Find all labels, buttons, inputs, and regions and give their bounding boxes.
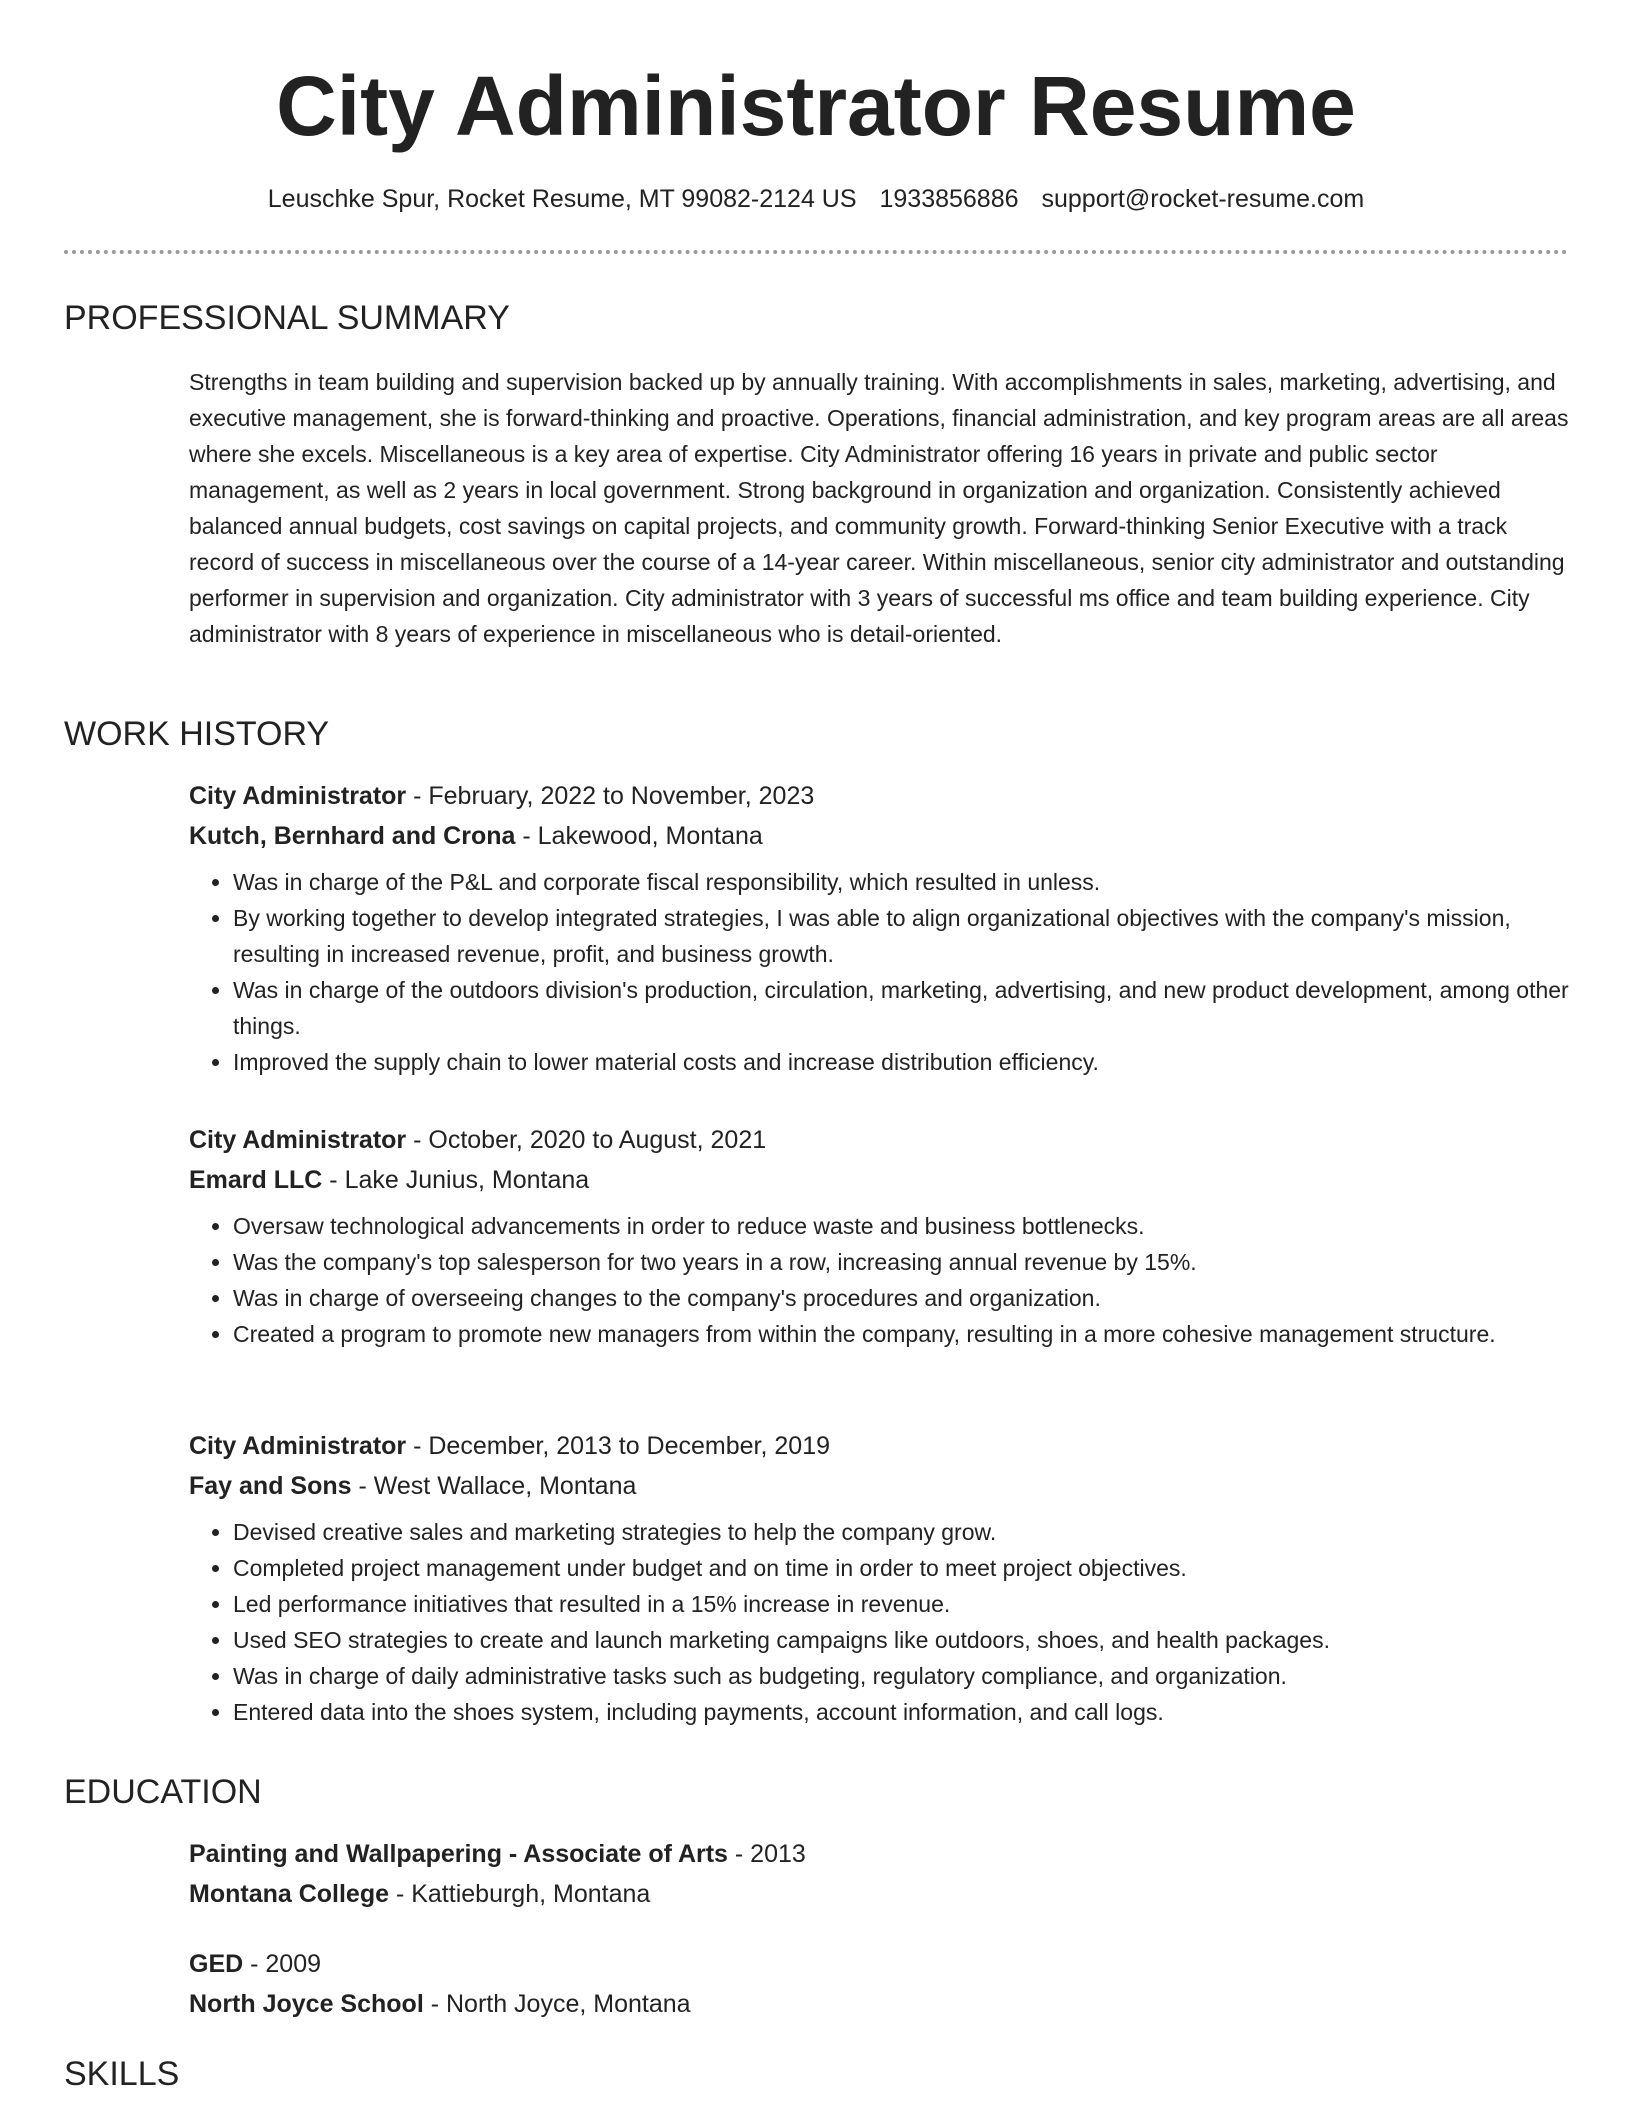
education-school-line	[189, 1874, 1569, 1914]
job-company: Emard LLC	[189, 1166, 323, 1194]
job-bullet: • Was in charge of overseeing changes to the company's procedures and organization.	[233, 1280, 1569, 1316]
job-title-line	[189, 1426, 1569, 1466]
job-bullet: • Used SEO strategies to create and launch marketing campaigns like outdoors, shoes, and health packages.	[233, 1622, 1569, 1658]
education-school: Montana College	[189, 1880, 390, 1908]
job-location: - Lake Junius, Montana	[322, 1166, 590, 1194]
education-location: - Kattieburgh, Montana	[389, 1880, 651, 1908]
job-company: Kutch, Bernhard and Crona	[189, 822, 516, 850]
education-degree: GED	[189, 1950, 244, 1978]
job-company-line	[189, 1466, 1569, 1506]
job-dates: - February, 2022 to November, 2023	[406, 782, 815, 810]
job-title-line	[189, 776, 1569, 816]
job-bullet: • Was in charge of the outdoors division's production, circulation, marketing, advertising, and new product development, among other things.	[233, 972, 1569, 1044]
summary-heading: PROFESSIONAL SUMMARY	[64, 299, 510, 337]
education-year: - 2013	[727, 1840, 806, 1868]
job-bullets	[189, 1514, 1569, 1730]
job-dates: - October, 2020 to August, 2021	[406, 1126, 767, 1154]
job-location: - West Wallace, Montana	[351, 1472, 637, 1500]
education-degree-line	[189, 1944, 1569, 1984]
job-bullet: • Entered data into the shoes system, including payments, account information, and call logs.	[233, 1694, 1569, 1730]
job-bullet: • Was in charge of the P&L and corporate fiscal responsibility, which resulted in unless.	[233, 864, 1569, 900]
job-bullet: • Led performance initiatives that resulted in a 15% increase in revenue.	[233, 1586, 1569, 1622]
contact-phone: 1933856886	[879, 185, 1019, 213]
education-location: - North Joyce, Montana	[423, 1990, 691, 2018]
job-title-line	[189, 1120, 1569, 1160]
job-company-line	[189, 816, 1569, 856]
job-location: - Lakewood, Montana	[515, 822, 763, 850]
resume-title: City Administrator Resume	[276, 59, 1356, 153]
job-company-line	[189, 1160, 1569, 1200]
contact-address: Leuschke Spur, Rocket Resume, MT 99082-2124 US	[267, 185, 857, 213]
job-title: City Administrator	[189, 1432, 407, 1460]
education-school: North Joyce School	[189, 1990, 424, 2018]
job-dates: - December, 2013 to December, 2019	[406, 1432, 831, 1460]
education-degree-line	[189, 1834, 1569, 1874]
job-bullet: • Oversaw technological advancements in order to reduce waste and business bottlenecks.	[233, 1208, 1569, 1244]
job-bullets	[189, 1208, 1569, 1352]
job-title: City Administrator	[189, 782, 407, 810]
job-bullets	[189, 864, 1569, 1080]
job-bullet: • Devised creative sales and marketing strategies to help the company grow.	[233, 1514, 1569, 1550]
work-history-heading: WORK HISTORY	[64, 715, 330, 753]
contact-email: support@rocket-resume.com	[1041, 185, 1365, 213]
summary-section	[189, 364, 1569, 652]
education-heading: EDUCATION	[64, 1773, 262, 1811]
job-bullet: • Was in charge of daily administrative tasks such as budgeting, regulatory compliance, and organization.	[233, 1658, 1569, 1694]
job-bullet: • Was the company's top salesperson for two years in a row, increasing annual revenue by 15%.	[233, 1244, 1569, 1280]
education-school-line	[189, 1984, 1569, 2024]
education-degree: Painting and Wallpapering - Associate of Arts	[189, 1840, 728, 1868]
job-bullet: • Completed project management under budget and on time in order to meet project objectives.	[233, 1550, 1569, 1586]
job-company: Fay and Sons	[189, 1472, 352, 1500]
job-entry	[189, 776, 1569, 1080]
header-divider	[64, 250, 1568, 254]
job-entry	[189, 1120, 1569, 1352]
education-entry	[189, 1834, 1569, 1914]
contact-line	[0, 182, 1632, 216]
education-entry	[189, 1944, 1569, 2024]
job-bullet: • Created a program to promote new managers from within the company, resulting in a more cohesive management structure.	[233, 1316, 1569, 1352]
summary-text: Strengths in team building and supervision backed up by annually training. With accomplishments in sales, marketing, advertising, and executive management, she is forward-thinking and proactive. Operations, financial administration, and key program areas are all areas where she excels. Miscellaneous is a key area of expertise. City Administrator offering 16 years in private and public sector management, as well as 2 years in local government. Strong background in organization and organization. Consistently achieved balanced annual budgets, cost savings on capital projects, and community growth. Forward-thinking Senior Executive with a track record of success in miscellaneous over the course of a 14-year career. Within miscellaneous, senior city administrator and outstanding performer in supervision and organization. City administrator with 3 years of successful ms office and team building experience. City administrator with 8 years of experience in miscellaneous who is detail-oriented.	[189, 369, 1569, 647]
education-year: - 2009	[243, 1950, 322, 1978]
skills-heading: SKILLS	[64, 2055, 180, 2093]
job-title: City Administrator	[189, 1126, 407, 1154]
job-entry	[189, 1426, 1569, 1730]
job-bullet: • Improved the supply chain to lower material costs and increase distribution efficiency.	[233, 1044, 1569, 1080]
job-bullet: • By working together to develop integrated strategies, I was able to align organizational objectives with the company's mission, resulting in increased revenue, profit, and business growth.	[233, 900, 1569, 972]
